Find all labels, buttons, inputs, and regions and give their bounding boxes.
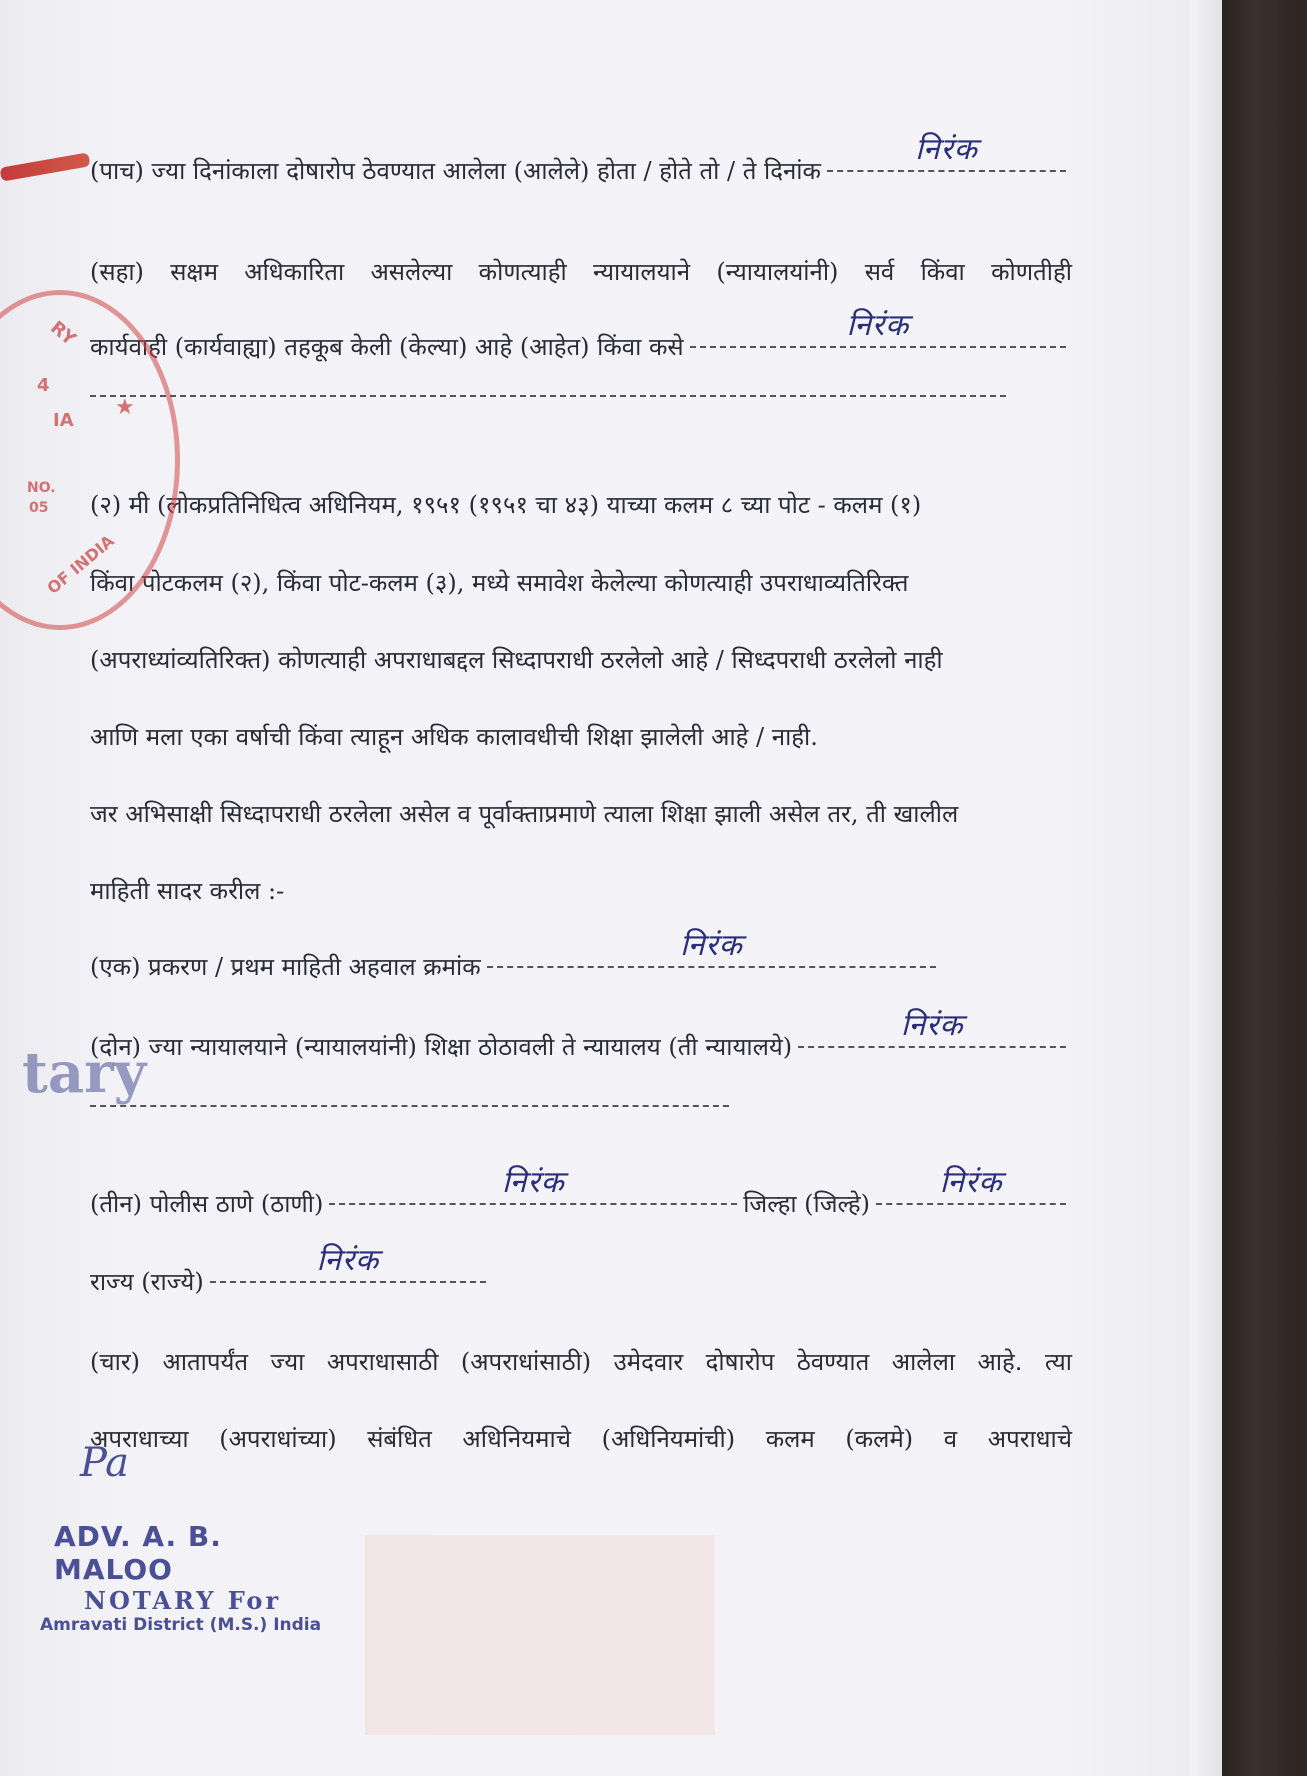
word: किंवा: [920, 258, 965, 286]
line-text: किंवा पोटकलम (२), किंवा पोट-कलम (३), मध्ये समावेश केलेल्या कोणत्याही उपराधाव्यतिरिक्त: [90, 569, 909, 597]
word: ठेवण्यात: [796, 1348, 870, 1376]
word: सर्व: [864, 258, 895, 286]
background-surface: [1222, 0, 1307, 1776]
watermark-fragment: tary: [22, 1040, 147, 1106]
fill-blank: [798, 1008, 1066, 1048]
word: कलम: [765, 1425, 815, 1453]
word: (अपराधांसाठी): [460, 1348, 592, 1376]
seal-text: 4: [37, 375, 50, 396]
word: कोणतीही: [991, 258, 1072, 286]
handwritten-nil: निरंक: [939, 1165, 1003, 1200]
word: (अधिनियमांची): [601, 1425, 736, 1453]
fill-blank: [690, 308, 1066, 348]
word: उमेदवार: [613, 1348, 684, 1376]
handwritten-nil: निरंक: [900, 1008, 964, 1043]
line-blank: [90, 1112, 735, 1114]
line-police-station: [90, 1165, 1072, 1220]
line-text: (दोन) ज्या न्यायालयाने (न्यायालयांनी) शिक्षा ठोठावली ते न्यायालय (ती न्यायालये): [90, 1033, 793, 1061]
word: अपराधाच्या: [90, 1425, 189, 1453]
handwritten-nil: निरंक: [316, 1243, 380, 1278]
line-competent-court: [90, 255, 1072, 288]
word: व: [943, 1425, 958, 1453]
word: अधिनियमाचे: [462, 1425, 571, 1453]
word: अपराधाचे: [987, 1425, 1072, 1453]
line-text: राज्य (राज्ये): [90, 1268, 204, 1296]
fill-blank: [90, 1105, 729, 1107]
star-icon: ★: [115, 395, 135, 420]
line-text: (पाच) ज्या दिनांकाला दोषारोप ठेवण्यात आलेला (आलेले) होता / होते तो / ते दिनांक: [90, 157, 821, 185]
binding-thread: [0, 152, 91, 181]
line-act-sections: [90, 1422, 1072, 1455]
word: ज्या: [270, 1348, 305, 1376]
line-text: (अपराध्यांव्यतिरिक्त) कोणत्याही अपराधाबद्दल सिध्दापराधी ठरलेलो आहे / सिध्दपराधी ठरलेलो नाही: [90, 646, 943, 674]
fill-blank: [876, 1165, 1066, 1205]
fill-blank: [827, 132, 1066, 172]
handwritten-nil: निरंक: [915, 132, 978, 167]
line-text: (एक) प्रकरण / प्रथम माहिती अहवाल क्रमांक: [90, 953, 481, 981]
handwritten-nil: निरंक: [679, 928, 743, 963]
word: आलेला: [891, 1348, 956, 1376]
line-submit-info: [90, 874, 1072, 907]
line-text: जिल्हा (जिल्हे): [743, 1190, 870, 1218]
line-fir-number: [90, 928, 942, 983]
word: आतापर्यंत: [162, 1348, 249, 1376]
word: दोषारोप: [705, 1348, 775, 1376]
fill-blank: [329, 1165, 737, 1205]
fill-blank: [210, 1243, 486, 1283]
notary-name: ADV. A. B. MALOO: [54, 1520, 222, 1586]
notary-title: NOTARY For: [84, 1586, 282, 1615]
word: आहे.: [977, 1348, 1023, 1376]
line-blank: [90, 402, 1012, 404]
word: (कलमे): [845, 1425, 914, 1453]
notary-stamp: [40, 1520, 340, 1635]
word: कोणत्याही: [478, 258, 567, 286]
notary-signature: Pa: [80, 1440, 129, 1486]
seal-text: NO.: [27, 480, 56, 496]
word: (अपराधांच्या): [219, 1425, 337, 1453]
fill-blank: [487, 928, 936, 968]
handwritten-nil: निरंक: [846, 308, 910, 343]
line-if-convicted: [90, 797, 1072, 830]
line-sentencing-court: [90, 1008, 1072, 1063]
stamp-area: [365, 1535, 715, 1735]
line-proceedings-stayed: [90, 308, 1072, 363]
word: त्या: [1044, 1348, 1072, 1376]
line-subsections: [90, 566, 1072, 599]
line-state: [90, 1243, 492, 1298]
line-text: आणि मला एका वर्षाची किंवा त्याहून अधिक कालावधीची शिक्षा झालेली आहे / नाही.: [90, 723, 818, 751]
line-date-of-charge: [90, 132, 1072, 187]
handwritten-nil: निरंक: [501, 1165, 565, 1200]
word: अपराधासाठी: [326, 1348, 439, 1376]
line-pending-charges: [90, 1345, 1072, 1378]
line-text: माहिती सादर करील :-: [90, 877, 285, 905]
notary-district: Amravati District (M.S.) India: [40, 1615, 322, 1635]
fill-blank: [90, 395, 1006, 397]
word: सक्षम: [170, 258, 218, 286]
line-text: (२) मी (लोकप्रतिनिधित्व अधिनियम, १९५१ (१९५१ चा ४३) याच्या कलम ८ च्या पोट - कलम (१): [90, 491, 922, 519]
line-sentence: [90, 720, 1072, 753]
line-representation-act: [90, 488, 1072, 521]
word: न्यायालयाने: [593, 258, 691, 286]
word: (चार): [90, 1348, 140, 1376]
word: (न्यायालयांनी): [716, 258, 839, 286]
line-text: कार्यवाही (कार्यवाह्या) तहकूब केली (केल्या) आहे (आहेत) किंवा कसे: [90, 333, 684, 361]
seal-text: IA: [53, 410, 74, 431]
seal-text: 05: [29, 500, 49, 516]
page-edge: [1190, 0, 1222, 1776]
line-convicted: [90, 643, 1072, 676]
word: असलेल्या: [370, 258, 453, 286]
line-text: जर अभिसाक्षी सिध्दापराधी ठरलेला असेल व पूर्वाक्ताप्रमाणे त्याला शिक्षा झाली असेल तर, ती खालील: [90, 800, 959, 828]
word: (सहा): [90, 258, 144, 286]
seal-text: OF INDIA: [43, 531, 118, 598]
seal-text: RY: [46, 317, 80, 350]
line-text: (तीन) पोलीस ठाणे (ठाणी): [90, 1190, 324, 1218]
word: अधिकारिता: [244, 258, 345, 286]
word: संबंधित: [367, 1425, 432, 1453]
